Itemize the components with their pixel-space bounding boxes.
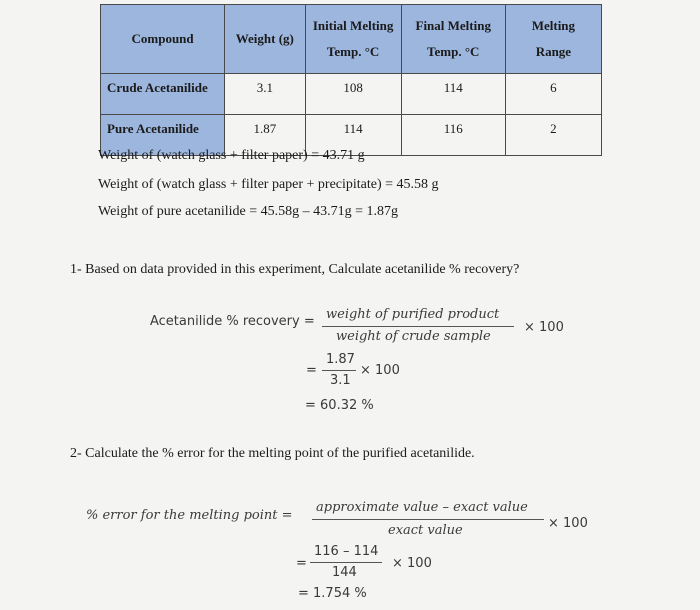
equals-sign: = [306,363,317,378]
cell-initial-temp: 114 [305,115,401,156]
header-weight: Weight (g) [225,5,305,74]
cell-final-temp: 114 [401,74,505,115]
header-melting-range: Melting Range [505,5,601,74]
table-row [101,74,602,115]
step-times-100: × 100 [360,363,400,378]
recovery-denominator: weight of crude sample [336,329,491,344]
step-denominator: 3.1 [330,373,351,388]
fraction-bar [322,370,356,371]
question-1: 1- Based on data provided in this experiment, Calculate acetanilide % recovery? [70,262,520,277]
step-denominator: 144 [332,565,357,580]
recovery-numerator: weight of purified product [326,307,500,322]
recovery-label: Acetanilide % recovery = [150,314,315,329]
header-initial-melting: Initial Melting Temp. °C [305,5,401,74]
cell-range: 6 [505,74,601,115]
cell-range: 2 [505,115,601,156]
recovery-result: = 60.32 % [305,398,374,413]
equals-sign: = [296,556,307,571]
header-final-melting: Final Melting Temp. °C [401,5,505,74]
note-line: Weight of (watch glass + filter paper) = 43.71 g [98,148,365,163]
cell-compound: Crude Acetanilide [101,74,225,115]
note-line: Weight of pure acetanilide = 45.58g – 43.71g = 1.87g [98,204,399,219]
times-100: × 100 [548,516,588,531]
fraction-bar [322,326,514,327]
fraction-bar [312,519,544,520]
error-label: % error for the melting point = [86,508,293,523]
error-result: = 1.754 % [298,586,367,601]
table-header-row [101,5,602,74]
step-times-100: × 100 [392,556,432,571]
note-line: Weight of (watch glass + filter paper + precipitate) = 45.58 g [98,177,439,192]
step-numerator: 1.87 [326,352,355,367]
melting-point-table [100,4,602,156]
cell-compound: Pure Acetanilide [101,115,225,156]
cell-weight: 1.87 [225,115,305,156]
question-2: 2- Calculate the % error for the melting point of the purified acetanilide. [70,446,475,461]
header-compound: Compound [101,5,225,74]
cell-weight: 3.1 [225,74,305,115]
times-100: × 100 [524,320,564,335]
error-numerator: approximate value – exact value [316,500,528,515]
fraction-bar [310,562,382,563]
error-denominator: exact value [388,523,463,538]
step-numerator: 116 – 114 [314,544,379,559]
cell-final-temp: 116 [401,115,505,156]
cell-initial-temp: 108 [305,74,401,115]
